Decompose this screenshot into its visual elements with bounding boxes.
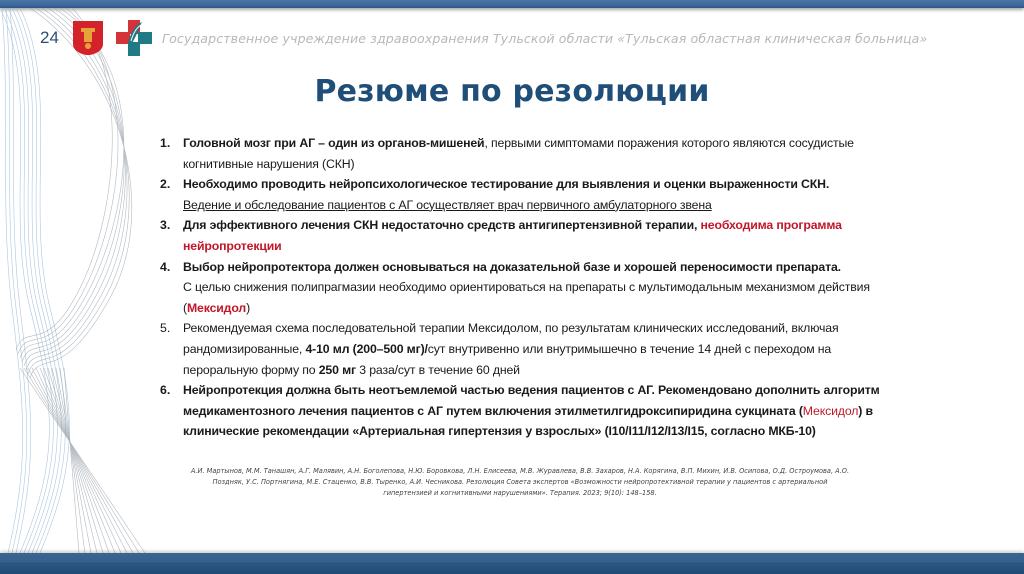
citation-line-3: гипертензией и когнитивными нарушениями». Терапия. 2023; 9(10): 148–158. [383,489,657,497]
list-item-6 [160,380,880,442]
item-number: 6. [160,383,171,398]
item-text: С целью снижения полипрагмазии необходимо ориентироваться на препараты с мультимодальным механизмом действия ( [183,280,870,315]
top-bar [0,0,1024,8]
citation [150,466,890,499]
bottom-bar [0,553,1024,574]
item-bold-text: Нейропротекция должна быть неотъемлемой частью ведения пациентов с АГ. Рекомендовано дополнить алгоритм медикаментозного лечения пациентов с АГ путем включения этилметилгидроксипиридина сукцината ( [183,383,880,418]
item-text-tail: ) [246,300,251,315]
list-item-2 [160,174,880,215]
item-number: 4. [160,259,171,274]
item-number: 5. [160,321,171,336]
list-item-4 [160,257,880,319]
item-number: 3. [160,218,171,233]
item-bold-text: Необходимо проводить нейропсихологическое тестирование для выявления и оценки выраженности СКН. [183,177,830,192]
item-number: 2. [160,177,171,192]
citation-line-2: Поздняк, У.С. Портнягина, М.Е. Стаценко, В.В. Тыренко, А.И. Чесникова. Резолюция Совета экспертов «Возможности нейропротективной терапии у пациентов с артериальной [212,478,828,486]
item-text: 3 раза/сут в течение 60 дней [356,362,520,377]
header [40,20,927,56]
resume-list [160,133,880,442]
slide-number: 24 [40,28,59,47]
item-bold-text: Выбор нейропротектора должен основываться на доказательной базе и хорошей переносимости препарата. [183,259,841,274]
citation-line-1: А.И. Мартынов, М.М. Танашян, А.Г. Малявин, А.Н. Боголепова, Н.Ю. Боровкова, Л.Н. Елисеева, М.В. Журавлева, В.В. Захаров, Н.А. Корягина, В.П. Михин, И.В. Осипова, О.Д. Остроумова, А.О. [190,467,850,475]
item-highlight-text: необходима программа нейропротекции [183,218,842,253]
institution-name: Государственное учреждение здравоохранения Тульской области «Тульская областная клиническая больница» [162,30,928,46]
item-number: 1. [160,136,171,150]
drug-name-highlight: Мексидол [186,300,247,315]
item-bold-text: Головной мозг при АГ – один из органов-мишеней [183,136,485,150]
slide-title: Резюме по резолюции [314,74,710,109]
dose-iv: 4-10 мл (200–500 мг)/ [305,341,428,356]
item-bold-text: Для эффективного лечения СКН недостаточно средств антигипертензивной терапии, [183,218,701,233]
item-underlined-text: Ведение и обследование пациентов с АГ осуществляет врач первичного амбулаторного звена [183,197,712,212]
list-item-3 [160,215,880,256]
item-bold-tail: ) в клинические рекомендации «Артериальная гипертензия у взрослых» (I10/I11/I12/I13/I15, согласно МКБ-10) [183,403,873,439]
item-text: , первыми симптомами поражения которого являются сосудистые когнитивные нарушения (СКН) [183,136,854,171]
list-item-5 [160,318,880,380]
item-text: сут внутривенно или внутримышечно в течение 14 дней с переходом на пероральную форму по [183,341,832,377]
list-item-1 [160,133,880,174]
drug-name-highlight: Мексидол [802,403,859,418]
medical-cross-icon [116,20,152,56]
dose-oral: 250 мг [318,362,356,377]
item-text: Рекомендуемая схема последовательной терапии Мексидолом, по результатам клинических исследований, включая рандомизированные, [183,321,839,356]
coat-of-arms-icon [72,20,104,56]
